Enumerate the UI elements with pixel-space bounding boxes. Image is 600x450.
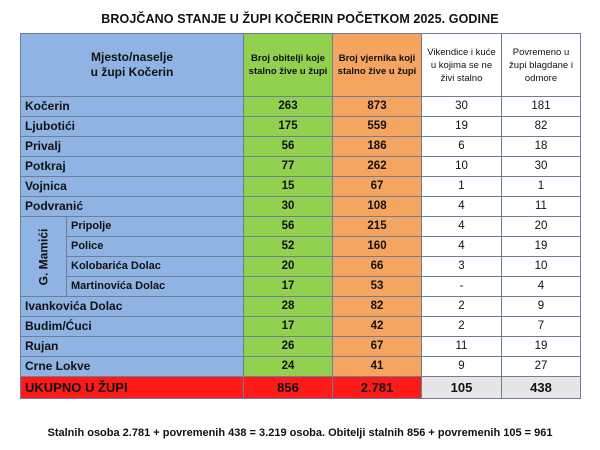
believers-count: 82 [333, 297, 422, 317]
believers-count: 41 [333, 357, 422, 377]
believers-count: 67 [333, 177, 422, 197]
temporary-count: 19 [502, 237, 581, 257]
place-name: Podvranić [21, 197, 244, 217]
table-row [21, 117, 581, 137]
table-row [21, 197, 581, 217]
total-label: UKUPNO U ŽUPI [21, 377, 244, 399]
total-houses: 105 [422, 377, 502, 399]
header-row [21, 34, 581, 97]
families-count: 56 [244, 217, 333, 237]
place-name: Budim/Ćuci [21, 317, 244, 337]
believers-count: 42 [333, 317, 422, 337]
place-name: Kočerin [21, 97, 244, 117]
table-row [21, 137, 581, 157]
temporary-count: 30 [502, 157, 581, 177]
houses-count: 19 [422, 117, 502, 137]
temporary-count: 82 [502, 117, 581, 137]
table-row [21, 257, 581, 277]
families-count: 52 [244, 237, 333, 257]
believers-count: 160 [333, 237, 422, 257]
believers-count: 262 [333, 157, 422, 177]
families-count: 15 [244, 177, 333, 197]
houses-count: 4 [422, 197, 502, 217]
believers-count: 108 [333, 197, 422, 217]
believers-count: 215 [333, 217, 422, 237]
families-count: 28 [244, 297, 333, 317]
place-name: Privalj [21, 137, 244, 157]
houses-count: 9 [422, 357, 502, 377]
houses-count: 10 [422, 157, 502, 177]
temporary-count: 7 [502, 317, 581, 337]
header-families: Broj obitelji koje stalno žive u župi [244, 34, 333, 97]
believers-count: 67 [333, 337, 422, 357]
table-row [21, 157, 581, 177]
place-name: Potkraj [21, 157, 244, 177]
table-row [21, 357, 581, 377]
houses-count: 1 [422, 177, 502, 197]
parish-table [20, 33, 581, 399]
table-row [21, 337, 581, 357]
believers-count: 559 [333, 117, 422, 137]
families-count: 263 [244, 97, 333, 117]
houses-count: 3 [422, 257, 502, 277]
total-temporary: 438 [502, 377, 581, 399]
families-count: 24 [244, 357, 333, 377]
families-count: 175 [244, 117, 333, 137]
houses-count: 6 [422, 137, 502, 157]
table-row [21, 297, 581, 317]
group-label-cell [21, 217, 67, 297]
believers-count: 186 [333, 137, 422, 157]
table-row [21, 237, 581, 257]
group-label: G. Mamići [36, 228, 50, 285]
place-name: Kolobarića Dolac [67, 257, 244, 277]
total-families: 856 [244, 377, 333, 399]
houses-count: 2 [422, 317, 502, 337]
table-row [21, 317, 581, 337]
total-believers: 2.781 [333, 377, 422, 399]
temporary-count: 1 [502, 177, 581, 197]
believers-count: 53 [333, 277, 422, 297]
families-count: 17 [244, 277, 333, 297]
header-place-label: Mjesto/naselje u župi Kočerin [90, 50, 174, 79]
temporary-count: 4 [502, 277, 581, 297]
table-row [21, 97, 581, 117]
believers-count: 873 [333, 97, 422, 117]
total-row [21, 377, 581, 399]
place-name: Pripolje [67, 217, 244, 237]
table-row [21, 277, 581, 297]
families-count: 17 [244, 317, 333, 337]
place-name: Crne Lokve [21, 357, 244, 377]
table-row [21, 177, 581, 197]
houses-count: 2 [422, 297, 502, 317]
place-name: Rujan [21, 337, 244, 357]
place-name: Ljubotići [21, 117, 244, 137]
houses-count: - [422, 277, 502, 297]
header-believers: Broj vjernika koji stalno žive u župi [333, 34, 422, 97]
table-row [21, 217, 581, 237]
place-name: Martinovića Dolac [67, 277, 244, 297]
temporary-count: 9 [502, 297, 581, 317]
families-count: 56 [244, 137, 333, 157]
temporary-count: 19 [502, 337, 581, 357]
place-name: Police [67, 237, 244, 257]
believers-count: 66 [333, 257, 422, 277]
header-temporary: Povremeno u župi blagdane i odmore [502, 34, 581, 97]
temporary-count: 11 [502, 197, 581, 217]
header-place [21, 34, 244, 97]
page-title: BROJČANO STANJE U ŽUPI KOČERIN POČETKOM 2025. GODINE [101, 12, 499, 26]
temporary-count: 181 [502, 97, 581, 117]
houses-count: 4 [422, 217, 502, 237]
temporary-count: 27 [502, 357, 581, 377]
families-count: 26 [244, 337, 333, 357]
place-name: Ivankovića Dolac [21, 297, 244, 317]
header-houses: Vikendice i kuće u kojima se ne živi stalno [422, 34, 502, 97]
families-count: 20 [244, 257, 333, 277]
houses-count: 30 [422, 97, 502, 117]
families-count: 30 [244, 197, 333, 217]
houses-count: 11 [422, 337, 502, 357]
temporary-count: 10 [502, 257, 581, 277]
place-name: Vojnica [21, 177, 244, 197]
temporary-count: 20 [502, 217, 581, 237]
footer-summary: Stalnih osoba 2.781 + povremenih 438 = 3.219 osoba. Obitelji stalnih 856 + povremenih 105 = 961 [47, 427, 553, 439]
temporary-count: 18 [502, 137, 581, 157]
families-count: 77 [244, 157, 333, 177]
houses-count: 4 [422, 237, 502, 257]
